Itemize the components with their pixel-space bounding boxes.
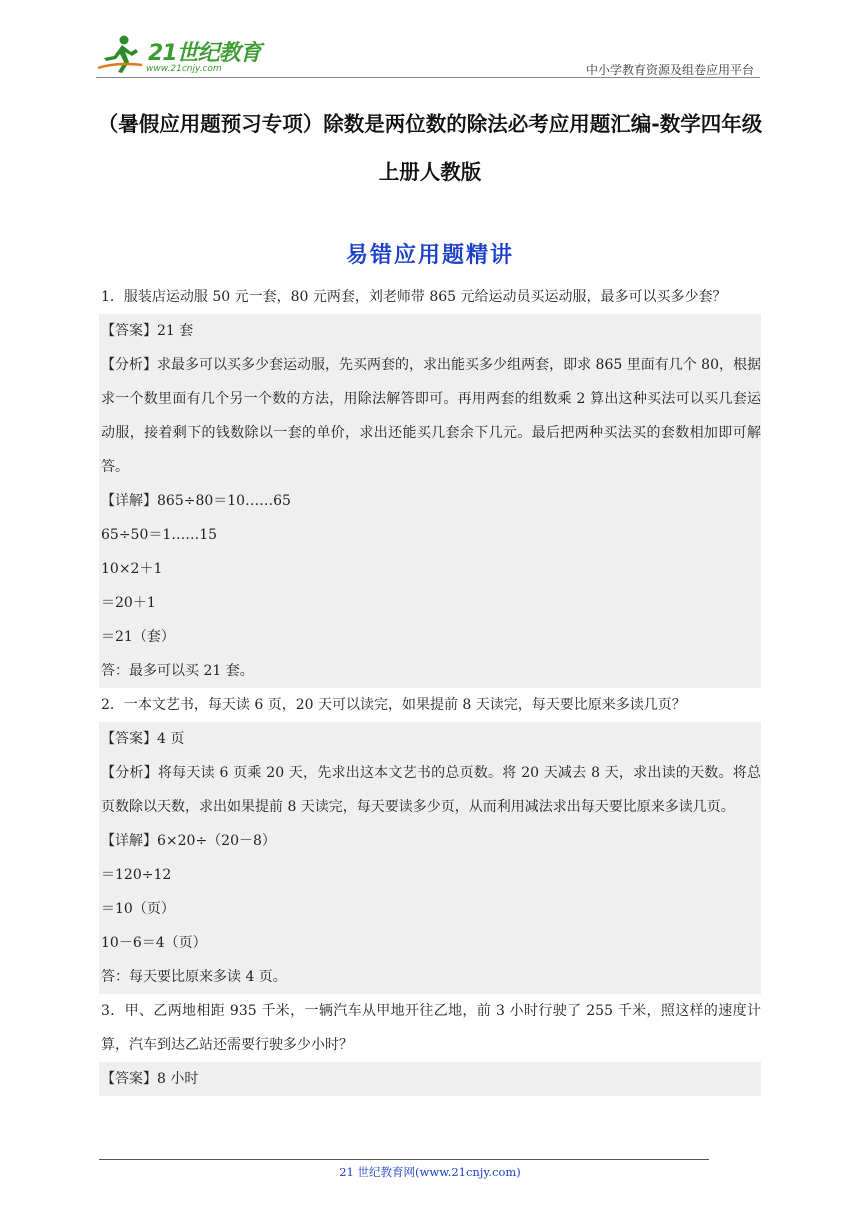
footer-divider	[99, 1159, 709, 1160]
logo-url: www.21cnjy.com	[146, 64, 222, 74]
step-line: ＝120÷12	[101, 867, 172, 883]
page-title: （暑假应用题预习专项）除数是两位数的除法必考应用题汇编-数学四年级上册人教版	[97, 112, 763, 184]
step-line: 答：每天要比原来多读 4 页。	[101, 969, 287, 985]
answer-2: 【答案】4 页	[101, 731, 185, 747]
step-line: 10×2＋1	[101, 561, 163, 577]
step-line: 10－6＝4（页）	[101, 935, 207, 951]
step-line: 65÷50＝1……15	[101, 527, 218, 543]
platform-name: 中小学教育资源及组卷应用平台	[585, 63, 754, 77]
question-2: 2．一本文艺书，每天读 6 页，20 天可以读完，如果提前 8 天读完，每天要比原来多读几页？	[101, 697, 686, 713]
header-divider	[96, 77, 760, 78]
logo	[96, 34, 266, 78]
answer-1: 【答案】21 套	[101, 323, 194, 339]
runner-logo-icon	[96, 34, 144, 74]
question-1: 1．服装店运动服 50 元一套，80 元两套，刘老师带 865 元给运动员买运动服，最多可以买多少套？	[101, 289, 727, 305]
solution-3	[99, 1062, 761, 1096]
step-line: 【详解】865÷80＝10……65	[101, 493, 291, 509]
step-line: ＝10（页）	[101, 901, 175, 917]
solution-2	[99, 722, 761, 994]
document-body	[99, 280, 761, 1096]
solution-1	[99, 314, 761, 688]
page-footer: 21 世纪教育网(www.21cnjy.com)	[339, 1165, 521, 1179]
section-title: 易错应用题精讲	[345, 242, 514, 268]
question-3: 3．甲、乙两地相距 935 千米，一辆汽车从甲地开往乙地，前 3 小时行驶了 255 千米，照这样的速度计算，汽车到达乙站还需要行驶多少小时？	[101, 1003, 761, 1053]
step-line: ＝20＋1	[101, 595, 156, 611]
analysis-2: 【分析】将每天读 6 页乘 20 天，先求出这本文艺书的总页数。将 20 天减去 8 天，求出读的天数。将总页数除以天数，求出如果提前 8 天读完，每天要读多少页，从而利用减法求出每天要比原来多读几页。	[101, 765, 761, 815]
analysis-1: 【分析】求最多可以买多少套运动服，先买两套的，求出能买多少组两套，即求 865 里面有几个 80，根据求一个数里面有几个另一个数的方法，用除法解答即可。再用两套的组数乘 2 算出这种买法可以买几套运动服，接着剩下的钱数除以一套的单价，求出还能买几套余下几元。最后把两种买法买的套数相加即可解答。	[101, 357, 761, 475]
logo-text: 21世纪教育	[148, 41, 261, 66]
step-line: 答：最多可以买 21 套。	[101, 663, 254, 679]
answer-3: 【答案】8 小时	[101, 1071, 199, 1087]
step-line: ＝21（套）	[101, 629, 175, 645]
page-header	[96, 28, 760, 80]
step-line: 【详解】6×20÷（20－8）	[101, 833, 276, 849]
